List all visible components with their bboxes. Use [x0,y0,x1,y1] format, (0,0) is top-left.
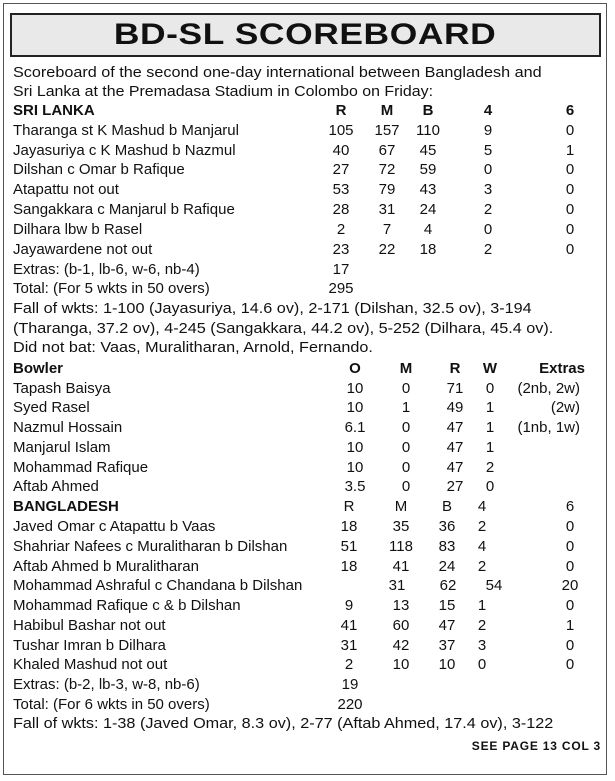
batting-stat: 0 [565,241,575,258]
intro-line: Sri Lanka at the Premadasa Stadium in Colombo on Friday: [13,83,433,100]
extras-value: 17 [332,261,350,278]
batting-stat: 31 [388,577,406,594]
bowling-stat: 1 [401,399,411,416]
bowling-stat: 0 [485,380,495,397]
batting-stat: 79 [378,181,396,198]
batting-stat: 3 [477,637,487,654]
batting-stat: 0 [565,558,575,575]
batting-stat: 42 [392,637,410,654]
batting-stat: 43 [419,181,437,198]
column-header: W [482,360,498,377]
batting-stat: 18 [340,558,358,575]
extras-label: Extras: (b-2, lb-3, w-8, nb-6) [13,676,200,693]
column-header: 4 [483,102,493,119]
bowling-stat: 10 [346,399,364,416]
batsman-name: Jayasuriya c K Mashud b Nazmul [13,142,236,159]
batting-stat: 13 [392,597,410,614]
batting-stat: 35 [392,518,410,535]
bowling-extras: (2nb, 2w) [517,380,580,397]
team-heading-sri-lanka: SRI LANKA [13,102,95,119]
bowler-name: Tapash Baisya [13,380,111,397]
batting-stat: 2 [477,558,487,575]
batting-stat: 110 [416,122,440,139]
column-header: M [380,102,394,119]
batsman-name: Mohammad Rafique c & b Dilshan [13,597,241,614]
batting-stat: 0 [565,181,575,198]
batting-stat: 36 [438,518,456,535]
batting-stat: 62 [439,577,457,594]
batting-stat: 15 [438,597,456,614]
bowling-stat: 71 [446,380,464,397]
intro-line: Scoreboard of the second one-day international between Bangladesh and [13,64,542,81]
batting-stat: 2 [336,221,346,238]
continued-note: SEE PAGE 13 COL 3 [471,739,601,753]
batting-stat: 1 [565,142,575,159]
total-value: 220 [337,696,363,713]
batsman-name: Tushar Imran b Dilhara [13,637,166,654]
batting-stat: 0 [565,201,575,218]
column-header: M [399,360,413,377]
batting-stat: 47 [438,617,456,634]
scoreboard-title: BD-SL SCOREBOARD [114,18,497,51]
batting-stat: 118 [389,538,413,555]
batting-stat: 10 [392,656,410,673]
batting-stat: 40 [332,142,350,159]
batting-stat: 2 [477,518,487,535]
batting-stat: 105 [328,122,354,139]
bowler-name: Manjarul Islam [13,439,111,456]
column-header: Extras [539,360,585,377]
batting-stat: 1 [565,617,575,634]
batting-stat: 3 [483,181,493,198]
batting-stat: 18 [419,241,437,258]
bowler-name: Syed Rasel [13,399,90,416]
batsman-name: Dilshan c Omar b Rafique [13,161,185,178]
column-header: B [441,498,453,515]
extras-value: 19 [341,676,359,693]
batting-stat: 0 [565,161,575,178]
fall-of-wickets: Fall of wkts: 1-100 (Jayasuriya, 14.6 ov), 2-171 (Dilshan, 32.5 ov), 3-194 [13,300,532,317]
column-header: O [349,360,361,377]
batting-stat: 2 [477,617,487,634]
batsman-name: Sangakkara c Manjarul b Rafique [13,201,235,218]
batting-stat: 45 [419,142,437,159]
batting-stat: 157 [374,122,400,139]
batting-stat: 27 [332,161,350,178]
batsman-name: Tharanga st K Mashud b Manjarul [13,122,239,139]
bowler-name: Aftab Ahmed [13,478,99,495]
batting-stat: 28 [332,201,350,218]
batting-stat: 0 [565,518,575,535]
batting-stat: 37 [438,637,456,654]
bowling-stat: 1 [485,399,495,416]
bowling-extras: (1nb, 1w) [517,419,580,436]
total-label: Total: (For 6 wkts in 50 overs) [13,696,210,713]
column-header: M [394,498,408,515]
batting-stat: 60 [392,617,410,634]
extras-label: Extras: (b-1, lb-6, w-6, nb-4) [13,261,200,278]
batting-stat: 0 [565,637,575,654]
batting-stat: 0 [565,656,575,673]
title-box [10,13,601,57]
bowling-stat: 0 [401,439,411,456]
bowling-stat: 47 [446,459,464,476]
bowler-name: Nazmul Hossain [13,419,123,436]
fall-of-wickets: (Tharanga, 37.2 ov), 4-245 (Sangakkara, 44.2 ov), 5-252 (Dilhara, 45.4 ov). [13,320,554,337]
batting-stat: 0 [483,221,493,238]
did-not-bat: Did not bat: Vaas, Muralitharan, Arnold, Fernando. [13,339,373,356]
batting-stat: 1 [477,597,487,614]
batsman-name: Javed Omar c Atapattu b Vaas [13,518,216,535]
batting-stat: 22 [378,241,396,258]
batting-stat: 0 [565,122,575,139]
batsman-name: Khaled Mashud not out [13,656,168,673]
batting-stat: 4 [477,538,487,555]
column-header: R [343,498,355,515]
batting-stat: 18 [340,518,358,535]
batting-stat: 24 [438,558,456,575]
bowling-stat: 10 [346,380,364,397]
bowling-stat: 1 [485,419,495,436]
bowling-stat: 0 [401,478,411,495]
batting-stat: 23 [332,241,350,258]
bowling-stat: 0 [485,478,495,495]
batsman-name: Shahriar Nafees c Muralitharan b Dilshan [13,538,288,555]
bowling-stat: 0 [401,459,411,476]
column-header: 4 [477,498,487,515]
batsman-name: Atapattu not out [13,181,119,198]
team-heading-bangladesh: BANGLADESH [13,498,119,515]
batting-stat: 2 [344,656,354,673]
batting-stat: 83 [438,538,456,555]
column-header: R [335,102,347,119]
batting-stat: 0 [483,161,493,178]
batting-stat: 54 [485,577,503,594]
batting-stat: 24 [419,201,437,218]
batting-stat: 31 [340,637,358,654]
bowling-stat: 2 [485,459,495,476]
batsman-name: Mohammad Ashraful c Chandana b Dilshan [13,577,303,594]
bowling-stat: 47 [446,439,464,456]
column-header: R [449,360,461,377]
bowling-heading: Bowler [13,360,64,377]
batting-stat: 67 [378,142,396,159]
batting-stat: 51 [340,538,358,555]
column-header: 6 [565,498,575,515]
batting-stat: 20 [561,577,579,594]
bowling-extras: (2w) [550,399,580,416]
batting-stat: 0 [565,538,575,555]
batting-stat: 10 [438,656,456,673]
total-label: Total: (For 5 wkts in 50 overs) [13,280,210,297]
batsman-name: Aftab Ahmed b Muralitharan [13,558,199,575]
batting-stat: 53 [332,181,350,198]
batting-stat: 4 [423,221,433,238]
batting-stat: 7 [382,221,392,238]
bowling-stat: 49 [446,399,464,416]
bowling-stat: 27 [446,478,464,495]
batting-stat: 2 [483,201,493,218]
bowling-stat: 47 [446,419,464,436]
bowling-stat: 1 [485,439,495,456]
batting-stat: 41 [340,617,358,634]
batting-stat: 0 [565,221,575,238]
bowling-stat: 10 [346,439,364,456]
batting-stat: 41 [392,558,410,575]
bowling-stat: 6.1 [344,419,366,436]
batting-stat: 31 [378,201,396,218]
batting-stat: 9 [483,122,493,139]
batsman-name: Habibul Bashar not out [13,617,166,634]
column-header: B [422,102,434,119]
batting-stat: 59 [419,161,437,178]
batting-stat: 0 [477,656,487,673]
batting-stat: 2 [483,241,493,258]
bowling-stat: 0 [401,380,411,397]
batting-stat: 9 [344,597,354,614]
batting-stat: 72 [378,161,396,178]
batting-stat: 5 [483,142,493,159]
fall-of-wickets: Fall of wkts: 1-38 (Javed Omar, 8.3 ov), 2-77 (Aftab Ahmed, 17.4 ov), 3-122 [13,715,554,732]
total-value: 295 [328,280,354,297]
batting-stat: 0 [565,597,575,614]
batsman-name: Dilhara lbw b Rasel [13,221,143,238]
column-header: 6 [565,102,575,119]
bowling-stat: 10 [346,459,364,476]
bowling-stat: 0 [401,419,411,436]
bowling-stat: 3.5 [344,478,366,495]
batsman-name: Jayawardene not out [13,241,153,258]
bowler-name: Mohammad Rafique [13,459,149,476]
